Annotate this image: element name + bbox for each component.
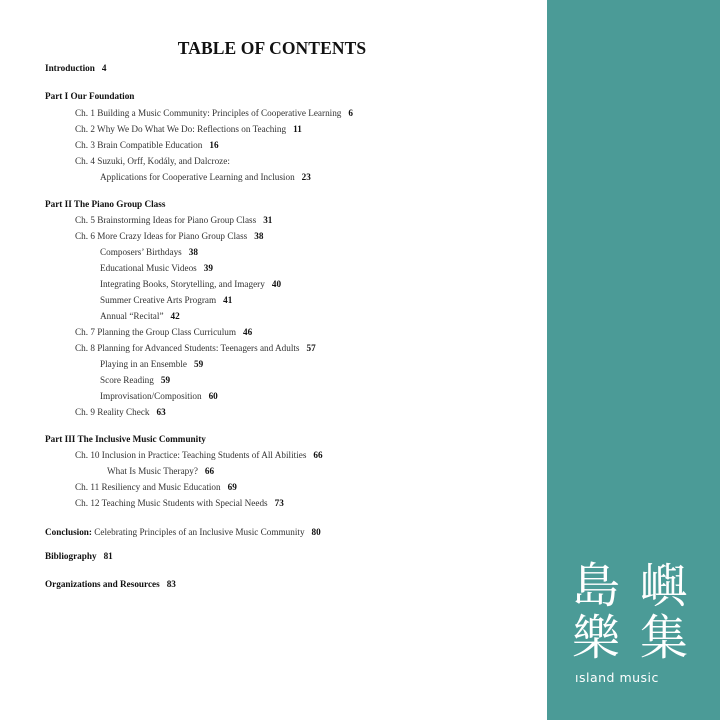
- toc-entry-label: Ch. 6 More Crazy Ideas for Piano Group Class: [75, 231, 248, 241]
- toc-entry-page: 73: [274, 498, 284, 508]
- toc-entry-page: 57: [306, 343, 316, 353]
- logo-char: 島: [571, 558, 620, 614]
- toc-entry-page: 60: [208, 391, 218, 401]
- toc-entry-page: 66: [204, 466, 215, 476]
- toc-entry-page: 83: [166, 579, 176, 589]
- toc-entry-label: Integrating Books, Storytelling, and Imagery: [100, 279, 265, 289]
- toc-part-1: [45, 90, 134, 102]
- toc-chapter-11: [75, 481, 237, 493]
- toc-chapter-8: [75, 342, 316, 354]
- toc-entry-page: 31: [263, 215, 273, 225]
- toc-entry-label: Ch. 2 Why We Do What We Do: Reflections on Teaching: [75, 124, 287, 134]
- logo-char: 樂: [571, 610, 620, 666]
- toc-chapter-1: [75, 107, 353, 119]
- logo-subtitle: ısland music: [575, 670, 659, 685]
- toc-entry-label: Part II The Piano Group Class: [45, 199, 166, 209]
- toc-entry-label: Ch. 7 Planning the Group Class Curriculum: [75, 327, 237, 337]
- toc-chapter-10: [75, 449, 323, 461]
- toc-entry-label: Playing in an Ensemble: [100, 359, 188, 369]
- toc-subentry: [100, 246, 198, 258]
- toc-entry-label: Educational Music Videos: [100, 263, 197, 273]
- toc-subentry: [100, 358, 203, 370]
- toc-subentry: [107, 465, 214, 477]
- toc-entry-page: 39: [203, 263, 213, 273]
- logo-row-2: [571, 612, 701, 664]
- toc-entry-label: Celebrating Principles of an Inclusive Music Community: [91, 527, 305, 537]
- toc-entry-label: Bibliography: [45, 551, 97, 561]
- toc-chapter-4-continued: [100, 171, 311, 183]
- toc-subentry: [100, 374, 170, 386]
- toc-entry-page: 81: [103, 551, 113, 561]
- toc-entry-label: Ch. 11 Resiliency and Music Education: [75, 482, 221, 492]
- toc-chapter-6: [75, 230, 263, 242]
- toc-bibliography: [45, 550, 113, 562]
- toc-entry-label: Improvisation/Composition: [100, 391, 202, 401]
- toc-entry-label: Applications for Cooperative Learning and Inclusion: [100, 172, 295, 182]
- toc-entry-page: 6: [348, 108, 353, 118]
- toc-entry-lead: Conclusion:: [45, 527, 92, 537]
- toc-entry-page: 66: [313, 450, 323, 460]
- toc-subentry: [100, 294, 232, 306]
- toc-title: TABLE OF CONTENTS: [177, 38, 367, 58]
- toc-entry-page: 46: [243, 327, 253, 337]
- toc-entry-label: Introduction: [45, 63, 95, 73]
- toc-entry-label: Score Reading: [100, 375, 154, 385]
- toc-entry-page: 42: [170, 311, 180, 321]
- toc-chapter-7: [75, 326, 252, 338]
- toc-entry-label: Annual “Recital”: [100, 311, 164, 321]
- toc-entry-label: Composers’ Birthdays: [100, 247, 182, 257]
- toc-entry-label: Ch. 9 Reality Check: [75, 407, 150, 417]
- toc-entry-page: 4: [101, 63, 107, 73]
- toc-subentry: [100, 310, 180, 322]
- toc-entry-page: 11: [293, 124, 302, 134]
- toc-entry-page: 69: [227, 482, 237, 492]
- toc-entry-page: 23: [301, 172, 311, 182]
- toc-entry-label: Part I Our Foundation: [45, 91, 135, 101]
- toc-entry-page: 16: [209, 140, 219, 150]
- toc-entry-page: 41: [223, 295, 233, 305]
- toc-entry-page: 38: [188, 247, 198, 257]
- toc-entry-label: Ch. 10 Inclusion in Practice: Teaching Students of All Abilities: [75, 450, 307, 460]
- toc-entry-label: Ch. 12 Teaching Music Students with Special Needs: [75, 498, 268, 508]
- toc-entry-page: 63: [156, 407, 166, 417]
- toc-part-3: [45, 433, 206, 445]
- toc-entry-label: Ch. 1 Building a Music Community: Principles of Cooperative Learning: [75, 108, 342, 118]
- toc-chapter-2: [75, 123, 302, 135]
- toc-entry-page: 40: [271, 279, 282, 289]
- toc-chapter-4: [75, 155, 230, 167]
- toc-entry-label: Ch. 4 Suzuki, Orff, Kodály, and Dalcroze:: [75, 156, 230, 166]
- toc-chapter-12: [75, 497, 284, 509]
- toc-entry-page: 59: [194, 359, 204, 369]
- toc-entry-page: 80: [311, 527, 321, 537]
- logo-row-1: [571, 560, 701, 612]
- logo-char: 嶼: [639, 558, 688, 614]
- island-music-logo: [571, 560, 701, 685]
- toc-entry-introduction: [45, 62, 106, 74]
- toc-entry-label: Ch. 3 Brain Compatible Education: [75, 140, 203, 150]
- toc-entry-label: Part III The Inclusive Music Community: [45, 434, 206, 444]
- logo-char: 集: [639, 610, 688, 666]
- toc-entry-page: 38: [254, 231, 264, 241]
- toc-chapter-3: [75, 139, 219, 151]
- toc-entry-label: What Is Music Therapy?: [107, 466, 198, 476]
- brand-side-panel: [547, 0, 720, 720]
- toc-chapter-5: [75, 214, 272, 226]
- toc-entry-label: Ch. 5 Brainstorming Ideas for Piano Group Class: [75, 215, 257, 225]
- toc-subentry: [100, 390, 218, 402]
- toc-part-2: [45, 198, 165, 210]
- toc-entry-label: Ch. 8 Planning for Advanced Students: Teenagers and Adults: [75, 343, 300, 353]
- toc-conclusion: [45, 526, 321, 538]
- toc-entry-label: Organizations and Resources: [45, 579, 160, 589]
- toc-organizations: [45, 578, 176, 590]
- toc-entry-page: 59: [160, 375, 171, 385]
- toc-subentry: [100, 278, 281, 290]
- toc-subentry: [100, 262, 213, 274]
- toc-chapter-9: [75, 406, 166, 418]
- toc-entry-label: Summer Creative Arts Program: [100, 295, 217, 305]
